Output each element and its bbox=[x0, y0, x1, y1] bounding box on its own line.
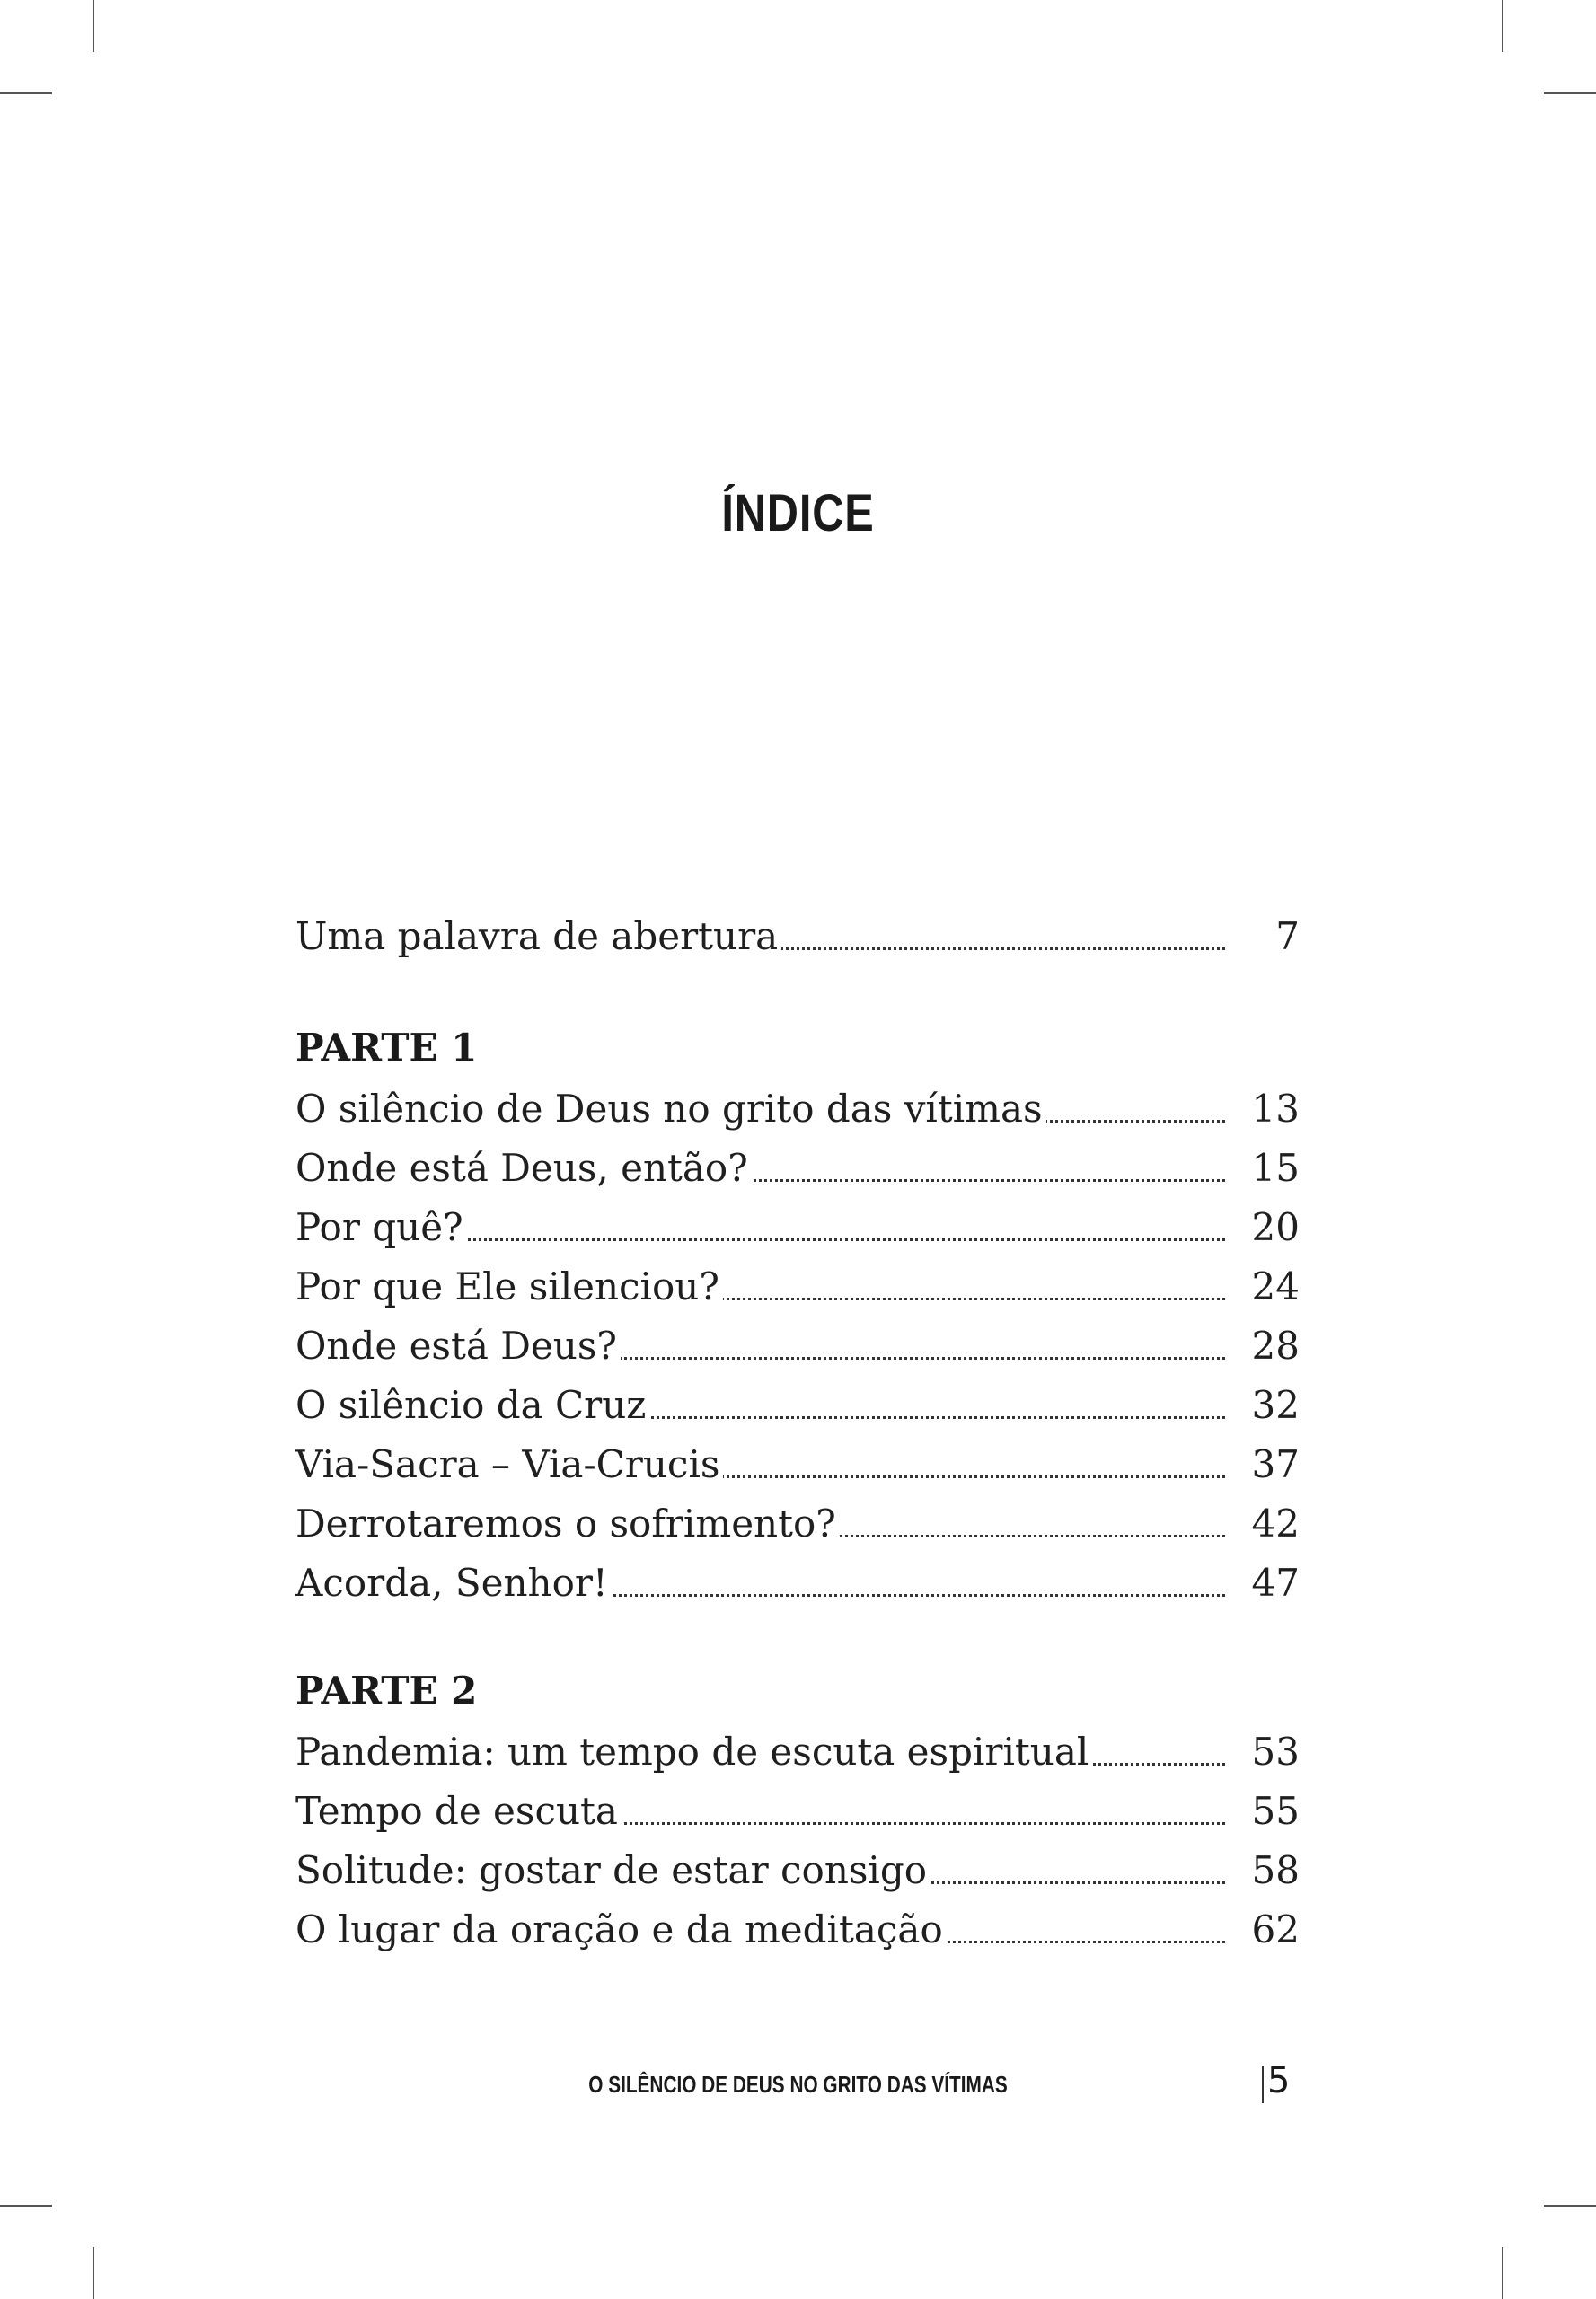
toc-entry-page: 53 bbox=[1251, 1730, 1300, 1774]
toc-entry-label: Onde está Deus, então? bbox=[295, 1146, 752, 1190]
toc-entry-page: 58 bbox=[1251, 1848, 1300, 1892]
crop-mark bbox=[1502, 2247, 1503, 2299]
toc-entry bbox=[295, 1257, 1300, 1317]
crop-mark bbox=[93, 2247, 94, 2299]
toc-entry-label: Onde está Deus? bbox=[295, 1324, 621, 1368]
toc-entry-page: 32 bbox=[1251, 1383, 1300, 1427]
part-heading: PARTE 2 bbox=[295, 1669, 478, 1713]
toc-entry bbox=[295, 1198, 1300, 1257]
toc-entry-page: 15 bbox=[1251, 1146, 1300, 1190]
crop-mark bbox=[1502, 0, 1503, 52]
part-1-section bbox=[295, 1017, 1300, 1613]
toc-entry-label: Derrotaremos o sofrimento? bbox=[295, 1502, 840, 1546]
toc-entry-label: Solitude: gostar de estar consigo bbox=[295, 1848, 930, 1892]
toc-entry-page: 47 bbox=[1251, 1561, 1300, 1605]
toc-entry-page: 24 bbox=[1251, 1264, 1300, 1308]
running-footer-title: O SILÊNCIO DE DEUS NO GRITO DAS VÍTIMAS bbox=[588, 2071, 1008, 2098]
toc-entry bbox=[295, 1435, 1300, 1494]
toc-entry bbox=[295, 1782, 1300, 1841]
toc-entry-page: 37 bbox=[1251, 1442, 1300, 1486]
toc-entry-label: O silêncio da Cruz bbox=[295, 1383, 649, 1427]
toc-entry bbox=[295, 1900, 1300, 1960]
toc-entry bbox=[295, 1554, 1300, 1613]
crop-mark bbox=[0, 2205, 52, 2207]
toc-entry-page: 7 bbox=[1275, 914, 1300, 958]
toc-entry-label: Via-Sacra – Via-Crucis bbox=[295, 1442, 723, 1486]
toc-entry-page: 28 bbox=[1251, 1324, 1300, 1368]
toc-entry-label: Uma palavra de abertura bbox=[295, 914, 781, 958]
toc-entry-label: Por quê? bbox=[295, 1205, 467, 1249]
page-title: ÍNDICE bbox=[721, 484, 875, 542]
toc-entry bbox=[295, 1494, 1300, 1554]
toc-entry bbox=[295, 1079, 1300, 1139]
toc-entry-page: 42 bbox=[1251, 1502, 1300, 1546]
footer-divider bbox=[1262, 2066, 1264, 2103]
toc-entry-label: Por que Ele silenciou? bbox=[295, 1264, 723, 1308]
part-heading: PARTE 1 bbox=[295, 1026, 478, 1070]
toc-entry bbox=[295, 1841, 1300, 1900]
table-of-contents bbox=[295, 907, 1300, 1960]
toc-entry-page: 13 bbox=[1251, 1087, 1300, 1131]
toc-entry-page: 62 bbox=[1251, 1907, 1300, 1951]
part-2-section bbox=[295, 1660, 1300, 1960]
toc-entry-label: O silêncio de Deus no grito das vítimas bbox=[295, 1087, 1046, 1131]
toc-entry-label: Acorda, Senhor! bbox=[295, 1561, 612, 1605]
toc-entry bbox=[295, 1139, 1300, 1198]
crop-mark bbox=[0, 92, 52, 94]
toc-entry-label: Tempo de escuta bbox=[295, 1789, 622, 1833]
toc-entry-label: O lugar da oração e da meditação bbox=[295, 1907, 947, 1951]
toc-entry bbox=[295, 1317, 1300, 1376]
toc-entry-page: 20 bbox=[1251, 1205, 1300, 1249]
crop-mark bbox=[1544, 92, 1596, 94]
toc-entry bbox=[295, 1376, 1300, 1435]
crop-mark bbox=[1544, 2205, 1596, 2207]
toc-entry bbox=[295, 1722, 1300, 1782]
crop-mark bbox=[93, 0, 94, 52]
page-number: 5 bbox=[1267, 2060, 1291, 2101]
toc-entry-page: 55 bbox=[1251, 1789, 1300, 1833]
toc-entry-opening bbox=[295, 907, 1300, 966]
toc-entry-label: Pandemia: um tempo de escuta espiritual bbox=[295, 1730, 1092, 1774]
